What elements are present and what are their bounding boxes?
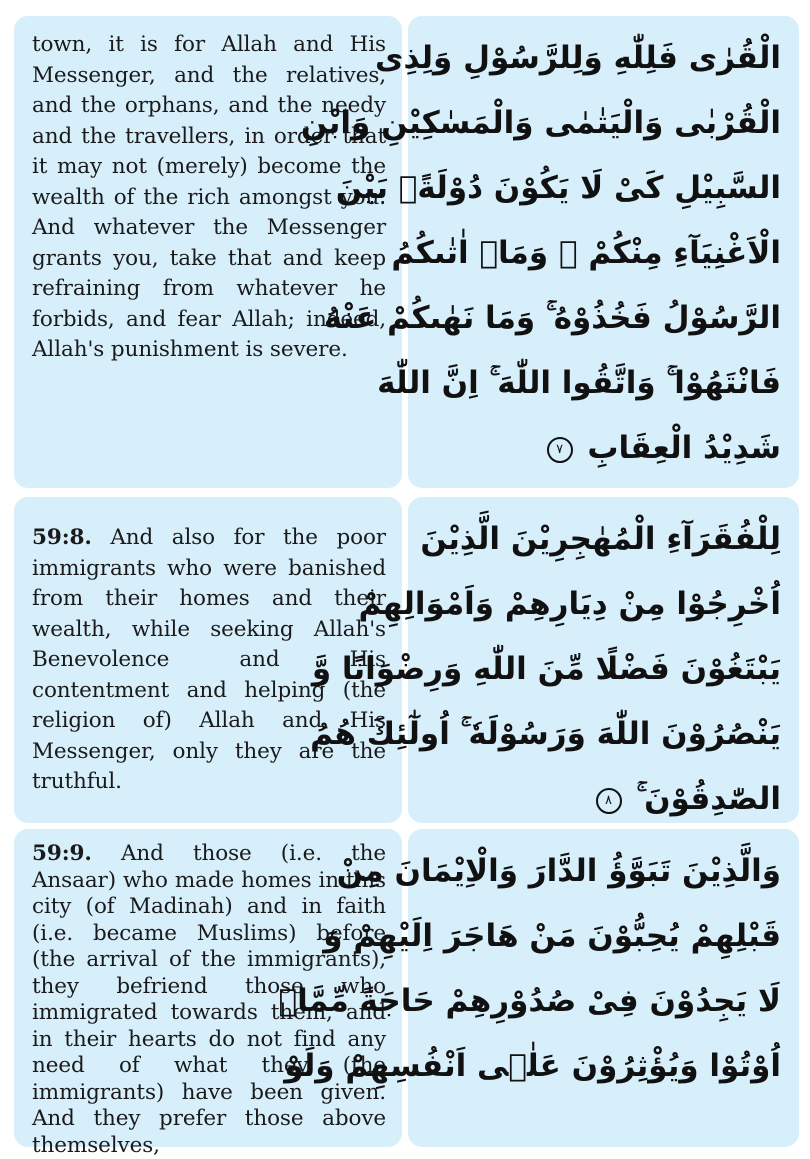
arabic-verse-panel [300, 16, 799, 488]
arabic-verse-panel [310, 497, 799, 823]
verse-reference: 59:9. [32, 841, 92, 866]
arabic-line: الْاَغْنِيَآءِ مِنْكُمْ ۚ وَمَاۤ اٰتٰىكُمُ [391, 235, 781, 271]
arabic-line: اُوْتُوْا وَيُؤْثِرُوْنَ عَلٰۤى اَنْفُسِهِمْ وَلَوْ [284, 1048, 781, 1084]
arabic-line: الْقُرٰى فَلِلّٰهِ وَلِلرَّسُوْلِ وَلِذِی [375, 40, 781, 76]
ayah-number-marker: ٨ [596, 788, 622, 814]
arabic-line: الصّٰدِقُوْنَ ۚ [636, 781, 781, 817]
arabic-line: لَا يَجِدُوْنَ فِیْ صُدُوْرِهِمْ حَاجَةً مِّمَّاۤ [278, 983, 781, 1019]
verse-row-1 [0, 0, 810, 492]
arabic-line: يَنْصُرُوْنَ اللّٰهَ وَرَسُوْلَهٗ ۚ اُولٰٓئِكَ هُمُ [310, 716, 781, 752]
arabic-verse-text [310, 507, 781, 832]
arabic-line: السَّبِيْلِ كَیْ لَا يَكُوْنَ دُوْلَةًۢ بَيْنَ [335, 170, 781, 206]
arabic-line: قَبْلِهِمْ يُحِبُّوْنَ مَنْ هَاجَرَ اِلَيْهِمْ وَ [323, 918, 781, 954]
arabic-verse-text [278, 839, 781, 1099]
verse-reference: 59:8. [32, 525, 92, 550]
arabic-line-last [426, 767, 781, 832]
arabic-line: فَانْتَهُوْا ۚ وَاتَّقُوا اللّٰهَ ۚ اِنَّ اللّٰهَ [377, 365, 781, 401]
arabic-line-last [426, 416, 781, 481]
arabic-line: لِلْفُقَرَآءِ الْمُهٰجِرِيْنَ الَّذِيْنَ [420, 521, 781, 557]
translation-body: And those (i.e. the Ansaar) who made homes in this city (of Madinah) and in faith (i.e. became Muslims) before (the arrival of the immigrants), they befriend those who immigrated towards them, and in their hearts do not find any need of what they (the immigrants) have been given. And they prefer those above themselves, [32, 841, 386, 1158]
arabic-line: يَبْتَغُوْنَ فَضْلًا مِّنَ اللّٰهِ وَرِضْوَانًا وَّ [311, 651, 781, 687]
english-translation-panel [14, 16, 402, 488]
arabic-line: اُخْرِجُوْا مِنْ دِيَارِهِمْ وَاَمْوَالِهِمْ [358, 586, 781, 622]
ayah-number-marker: ٧ [547, 437, 573, 463]
arabic-line: شَدِيْدُ الْعِقَابِ [587, 430, 781, 466]
translation-body: And also for the poor immigrants who were banished from their homes and their wealth, while seeking Allah's Benevolence and His contentment and helping (the religion of) Allah and His Messenger, only they are the truthful. [32, 525, 386, 794]
arabic-line: وَالَّذِيْنَ تَبَوَّؤُ الدَّارَ وَالْاِيْمَانَ مِنْ [336, 853, 781, 889]
arabic-verse-text [300, 26, 781, 481]
arabic-line: الْقُرْبٰى وَالْيَتٰمٰى وَالْمَسٰكِيْنِ وَابْنِ [300, 105, 781, 141]
verse-row-3 [0, 826, 810, 1159]
arabic-verse-panel [278, 829, 799, 1147]
translation-body: town, it is for Allah and His Messenger, and the relatives, and the orphans, and the needy and the travellers, in order that it may not (merely) become the wealth of the rich amongst you. And whatever the Messenger grants you, take that and keep refraining from whatever he forbids, and fear Allah; indeed, Allah's punishment is severe. [32, 32, 386, 362]
verse-row-2 [0, 492, 810, 826]
arabic-line: الرَّسُوْلُ فَخُذُوْهُ ۚ وَمَا نَهٰىكُمْ عَنْهُ [323, 300, 781, 336]
